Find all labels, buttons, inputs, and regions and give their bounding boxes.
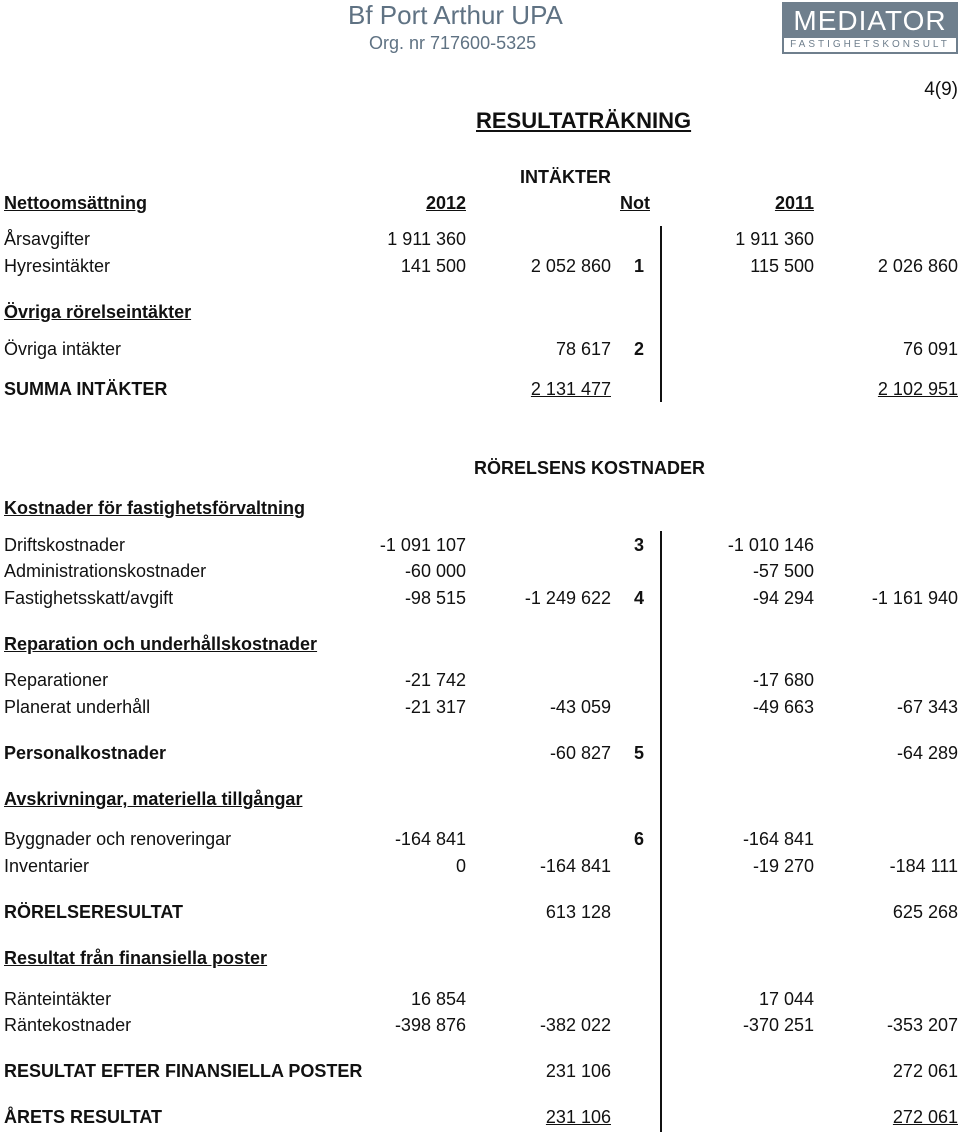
row-planerat-underhall: [0, 697, 960, 721]
logo-main-text: MEDIATOR: [784, 4, 956, 38]
heading-finansiella-poster: [0, 948, 960, 972]
sum-2012: -43 059: [549, 697, 611, 717]
year-2012-heading: 2012: [425, 193, 466, 213]
subsection-heading: Kostnader för fastighetsförvaltning: [4, 498, 306, 518]
value-2012: 16 854: [410, 989, 466, 1009]
section-rorelsens-kostnader: RÖRELSENS KOSTNADER: [474, 458, 706, 478]
row-ovriga-intakter: [0, 339, 960, 363]
note-ref: 2: [634, 339, 645, 359]
value-2011: 1 911 360: [735, 229, 814, 249]
column-header-row: [0, 193, 960, 217]
row-label: Fastighetsskatt/avgift: [4, 588, 174, 608]
sum-2011: -353 207: [886, 1015, 958, 1035]
sum-2011: 2 102 951: [877, 379, 958, 399]
row-inventarier: [0, 856, 960, 880]
row-label: Driftskostnader: [4, 535, 126, 555]
sum-2012: 2 131 477: [530, 379, 611, 399]
sum-2012: 613 128: [545, 902, 611, 922]
row-label: SUMMA INTÄKTER: [4, 379, 168, 399]
heading-avskrivningar: [0, 789, 960, 813]
sum-2011: 272 061: [892, 1061, 958, 1081]
sum-2011: -67 343: [896, 697, 958, 717]
row-arets-resultat: [0, 1107, 960, 1131]
value-2012: 0: [455, 856, 466, 876]
sum-2011: -64 289: [896, 743, 958, 763]
row-label: Hyresintäkter: [4, 256, 111, 276]
value-2011: -1 010 146: [727, 535, 814, 555]
sum-2012: -1 249 622: [524, 588, 611, 608]
row-label: Årsavgifter: [4, 229, 91, 249]
row-arsavgifter: [0, 229, 960, 253]
company-name: Bf Port Arthur UPA: [348, 0, 563, 30]
row-label: Räntekostnader: [4, 1015, 132, 1035]
row-label: RESULTAT EFTER FINANSIELLA POSTER: [4, 1061, 363, 1081]
row-label: Personalkostnader: [4, 743, 167, 763]
value-2011: 17 044: [758, 989, 814, 1009]
subsection-heading: Reparation och underhållskostnader: [4, 634, 318, 654]
row-summa-intakter: [0, 379, 960, 403]
sum-2012: -60 827: [549, 743, 611, 763]
row-label: Administrationskostnader: [4, 561, 207, 581]
section-intakter: INTÄKTER: [520, 167, 611, 187]
logo-sub-text: FASTIGHETSKONSULT: [790, 39, 950, 50]
subsection-heading: Avskrivningar, materiella tillgångar: [4, 789, 303, 809]
row-label: Planerat underhåll: [4, 697, 151, 717]
value-2011: -370 251: [742, 1015, 814, 1035]
not-heading: Not: [620, 193, 650, 213]
row-driftskostnader: [0, 535, 960, 559]
row-hyresintakter: [0, 256, 960, 280]
value-2011: -164 841: [742, 829, 814, 849]
row-reparationer: [0, 670, 960, 694]
sum-2011: -184 111: [889, 856, 958, 876]
value-2012: -21 742: [404, 670, 466, 690]
page-title: RESULTATRÄKNING: [476, 108, 692, 133]
heading-reparation: [0, 634, 960, 658]
sum-2011: 272 061: [892, 1107, 958, 1127]
sum-2011: 76 091: [902, 339, 958, 359]
row-rantekostnader: [0, 1015, 960, 1039]
value-2011: -17 680: [752, 670, 814, 690]
row-fastighetsskatt: [0, 588, 960, 612]
year-2011-heading: 2011: [774, 193, 814, 213]
note-ref: 6: [634, 829, 645, 849]
sum-2012: 231 106: [545, 1061, 611, 1081]
value-2012: 141 500: [400, 256, 466, 276]
heading-ovriga-rorelseintakter: [0, 302, 960, 326]
sum-2011: 2 026 860: [877, 256, 958, 276]
row-label: Reparationer: [4, 670, 109, 690]
value-2012: -398 876: [394, 1015, 466, 1035]
row-resultat-efter-finansiella: [0, 1061, 960, 1085]
sum-2012: -164 841: [539, 856, 611, 876]
note-ref: 4: [634, 588, 645, 608]
value-2011: 115 500: [750, 256, 814, 276]
sum-2012: 78 617: [555, 339, 611, 359]
value-2012: 1 911 360: [387, 229, 466, 249]
row-label: RÖRELSERESULTAT: [4, 902, 183, 922]
mediator-logo: [782, 2, 958, 54]
sum-2012: -382 022: [539, 1015, 611, 1035]
subsection-heading: Övriga rörelseintäkter: [4, 302, 192, 322]
row-administrationskostnader: [0, 561, 960, 585]
page-number: 4(9): [924, 79, 958, 100]
row-personalkostnader: [0, 743, 960, 767]
subsection-heading: Resultat från finansiella poster: [4, 948, 268, 968]
note-ref: 3: [634, 535, 645, 555]
note-ref: 5: [634, 743, 645, 763]
value-2011: -94 294: [752, 588, 814, 608]
value-2012: -1 091 107: [379, 535, 466, 555]
value-2012: -21 317: [404, 697, 466, 717]
sum-2011: -1 161 940: [871, 588, 958, 608]
value-2011: -57 500: [752, 561, 814, 581]
heading-fastighetsforvaltning: [0, 498, 960, 522]
value-2012: -164 841: [394, 829, 466, 849]
value-2011: -49 663: [752, 697, 814, 717]
row-ranteintakter: [0, 989, 960, 1013]
row-label: Inventarier: [4, 856, 90, 876]
row-label: Byggnader och renoveringar: [4, 829, 232, 849]
row-label: Övriga intäkter: [4, 339, 122, 359]
note-ref: 1: [634, 256, 645, 276]
row-byggnader: [0, 829, 960, 853]
value-2011: -19 270: [752, 856, 814, 876]
row-label: Ränteintäkter: [4, 989, 112, 1009]
sum-2012: 231 106: [545, 1107, 611, 1127]
row-label: ÅRETS RESULTAT: [4, 1107, 162, 1127]
row-rorelseresultat: [0, 902, 960, 926]
value-2012: -98 515: [404, 588, 466, 608]
nettoomsattning-heading: Nettoomsättning: [4, 193, 147, 213]
sum-2012: 2 052 860: [530, 256, 611, 276]
org-number: Org. nr 717600-5325: [369, 33, 537, 53]
sum-2011: 625 268: [892, 902, 958, 922]
value-2012: -60 000: [404, 561, 466, 581]
